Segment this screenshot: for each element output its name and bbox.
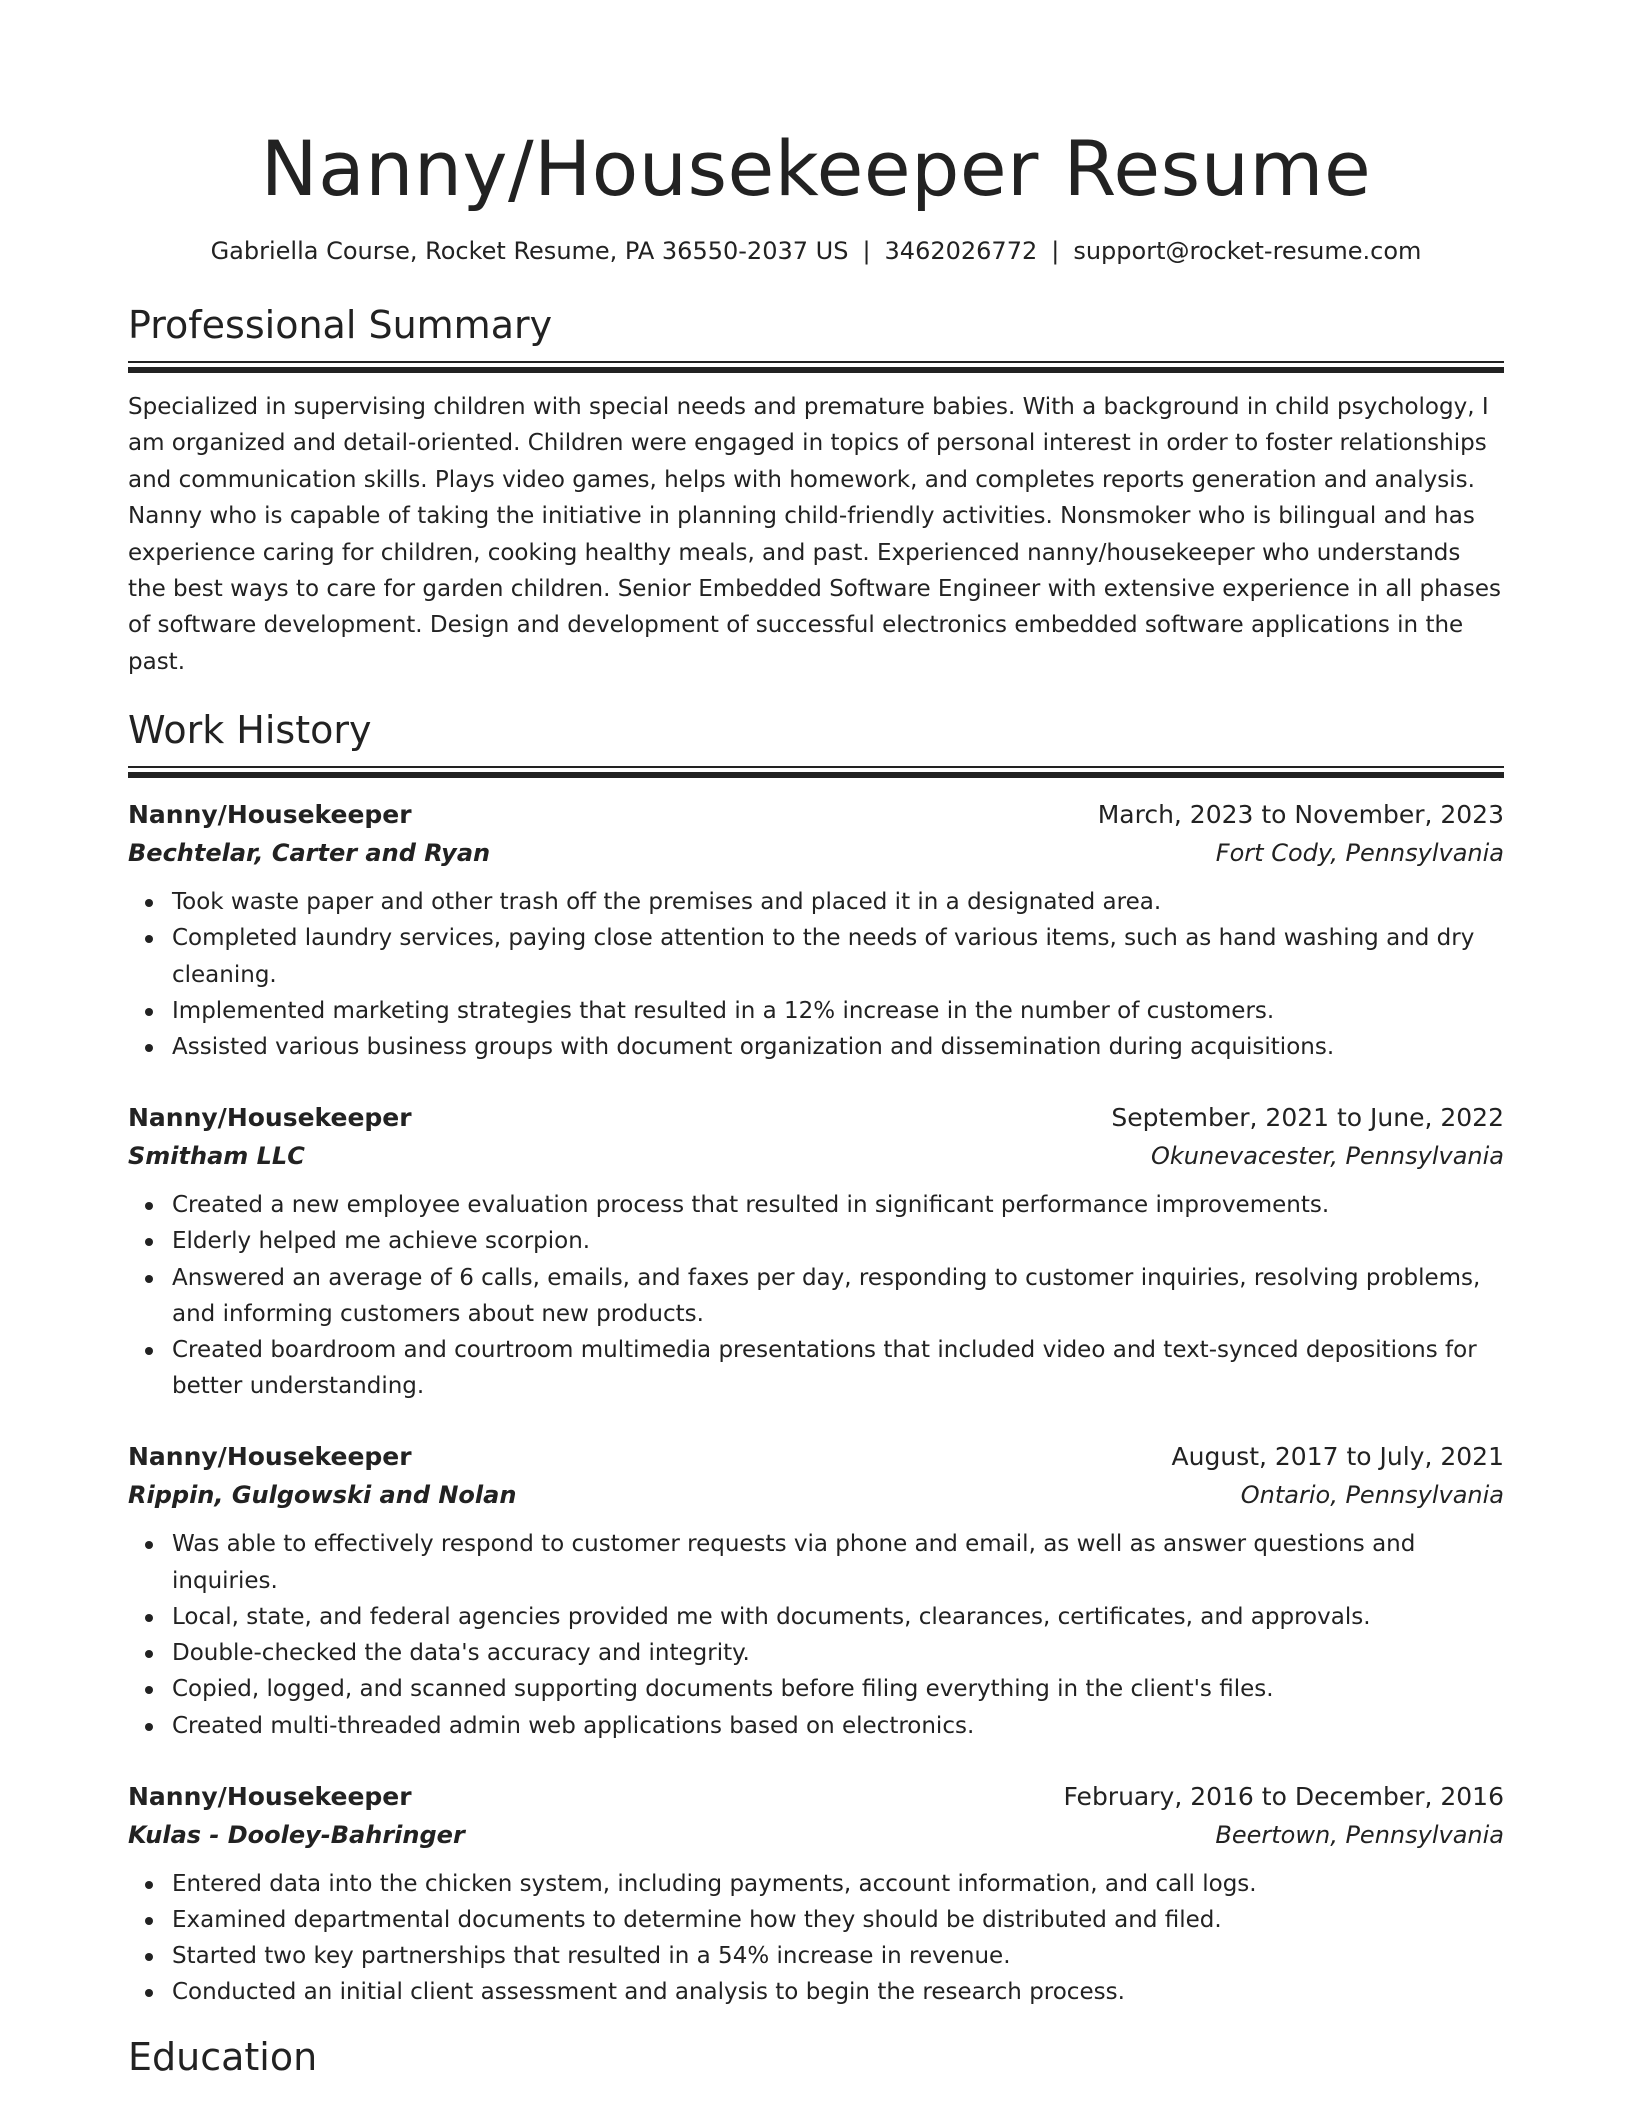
job-bullet: Local, state, and federal agencies provided me with documents, clearances, certificates, and approvals.	[172, 1599, 1504, 1635]
job-bullet-list	[128, 1866, 1504, 2011]
job-bullet: Took waste paper and other trash off the premises and placed it in a designated area.	[172, 884, 1504, 920]
education-section	[128, 2033, 1504, 2081]
job-subheader-row	[128, 1137, 1504, 1175]
section-heading-summary: Professional Summary	[128, 303, 553, 347]
job-bullet: Created boardroom and courtroom multimedia presentations that included video and text-synced depositions for better understanding.	[172, 1332, 1504, 1404]
job-bullet: Created a new employee evaluation process that resulted in significant performance improvements.	[172, 1187, 1504, 1223]
job-bullet: Copied, logged, and scanned supporting documents before filing everything in the client's files.	[172, 1671, 1504, 1707]
professional-summary-section	[128, 301, 1504, 680]
job-dates: September, 2021 to June, 2022	[1111, 1103, 1504, 1133]
job-bullet: Started two key partnerships that resulted in a 54% increase in revenue.	[172, 1938, 1504, 1974]
contact-separator: |	[862, 237, 871, 265]
job-bullet: Completed laundry services, paying close attention to the needs of various items, such as hand washing and dry cleaning.	[172, 920, 1504, 992]
contact-address: Gabriella Course, Rocket Resume, PA 36550-2037 US	[210, 237, 849, 265]
job-entry	[128, 1099, 1504, 1404]
job-location: Okunevacester, Pennsylvania	[1151, 1142, 1504, 1171]
job-bullet: Examined departmental documents to determine how they should be distributed and filed.	[172, 1902, 1504, 1938]
job-bullet: Elderly helped me achieve scorpion.	[172, 1223, 1504, 1259]
job-bullet: Was able to effectively respond to customer requests via phone and email, as well as answer questions and inquiries.	[172, 1526, 1504, 1598]
job-bullet-list	[128, 1526, 1504, 1743]
job-entry	[128, 796, 1504, 1065]
job-bullet-list	[128, 1187, 1504, 1404]
job-location: Fort Cody, Pennsylvania	[1215, 839, 1504, 868]
contact-email: support@rocket-resume.com	[1073, 237, 1422, 265]
job-company: Rippin, Gulgowski and Nolan	[128, 1481, 517, 1510]
job-bullet-list	[128, 884, 1504, 1065]
job-title: Nanny/Housekeeper	[128, 1103, 412, 1133]
job-title: Nanny/Housekeeper	[128, 800, 412, 830]
job-subheader-row	[128, 834, 1504, 872]
contact-phone: 3462026772	[884, 237, 1038, 265]
job-header-row	[128, 796, 1504, 834]
job-bullet: Double-checked the data's accuracy and integrity.	[172, 1635, 1504, 1671]
job-location: Beertown, Pennsylvania	[1215, 1820, 1504, 1849]
job-bullet: Assisted various business groups with document organization and dissemination during acquisitions.	[172, 1029, 1504, 1065]
section-heading-work-history: Work History	[128, 708, 372, 753]
contact-separator: |	[1051, 237, 1060, 265]
job-header-row	[128, 1778, 1504, 1816]
summary-paragraph: Specialized in supervising children with special needs and premature babies. With a background in child psychology, I am organized and detail-oriented. Children were engaged in topics of personal interest in order to foster relationships and communication skills. Plays video games, helps with homework, and completes reports generation and analysis. Nanny who is capable of taking the initiative in planning child-friendly activities. Nonsmoker who is bilingual and has experience caring for children, cooking healthy meals, and past. Experienced nanny/housekeeper who understands the best ways to care for garden children. Senior Embedded Software Engineer with extensive experience in all phases of software development. Design and development of successful electronics embedded software applications in the past.	[128, 394, 1501, 675]
job-company: Smitham LLC	[128, 1142, 305, 1171]
job-header-row	[128, 1099, 1504, 1137]
section-divider	[128, 361, 1504, 373]
section-heading-education: Education	[128, 2034, 318, 2079]
job-bullet: Implemented marketing strategies that resulted in a 12% increase in the number of customers.	[172, 993, 1504, 1029]
job-entry	[128, 1438, 1504, 1743]
job-company: Bechtelar, Carter and Ryan	[128, 839, 491, 868]
job-entry	[128, 1778, 1504, 2011]
resume-title: Nanny/Housekeeper Resume	[260, 124, 1372, 213]
work-history-section	[128, 706, 1504, 2010]
contact-line	[128, 235, 1504, 267]
job-dates: March, 2023 to November, 2023	[1097, 800, 1504, 830]
job-company: Kulas - Dooley-Bahringer	[128, 1820, 465, 1849]
job-header-row	[128, 1438, 1504, 1476]
job-bullet: Conducted an initial client assessment and analysis to begin the research process.	[172, 1974, 1504, 2010]
job-subheader-row	[128, 1816, 1504, 1854]
job-location: Ontario, Pennsylvania	[1240, 1481, 1504, 1510]
job-bullet: Entered data into the chicken system, including payments, account information, and call logs.	[172, 1866, 1504, 1902]
job-bullet: Answered an average of 6 calls, emails, and faxes per day, responding to customer inquiries, resolving problems, and informing customers about new products.	[172, 1260, 1504, 1332]
job-title: Nanny/Housekeeper	[128, 1781, 412, 1811]
job-title: Nanny/Housekeeper	[128, 1442, 412, 1472]
job-bullet: Created multi-threaded admin web applications based on electronics.	[172, 1708, 1504, 1744]
section-divider	[128, 766, 1504, 778]
job-subheader-row	[128, 1476, 1504, 1514]
resume-page	[128, 0, 1504, 2081]
job-dates: February, 2016 to December, 2016	[1063, 1781, 1504, 1811]
job-dates: August, 2017 to July, 2021	[1171, 1442, 1504, 1472]
